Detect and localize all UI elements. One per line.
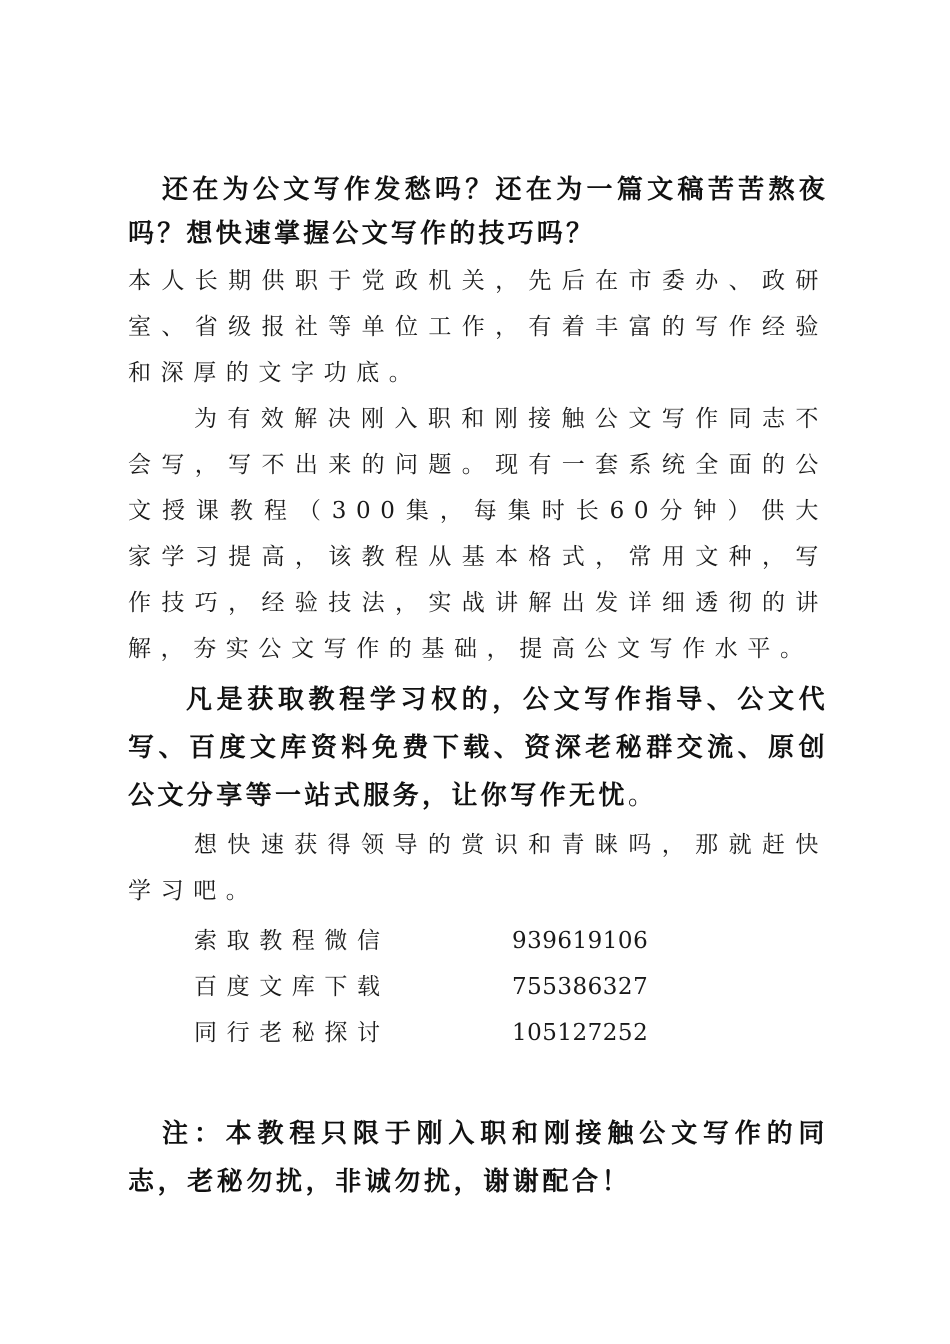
- contact-label: 索取教程微信: [194, 928, 390, 954]
- contact-row: [194, 964, 828, 1010]
- services-offer-text: 凡是获取教程学习权的，公文写作指导、公文代写、百度文库资料免费下载、资深老秘群交流、原创公文分享等一站式服务，让你写作无忧: [128, 685, 828, 811]
- contact-label: 同行老秘探讨: [194, 1020, 390, 1046]
- services-offer-tail: 。: [627, 781, 658, 811]
- course-description: 为有效解决刚入职和刚接触公文写作同志不会写，写不出来的问题。现有一套系统全面的公文授课教程（300集，每集时长60分钟）供大家学习提高，该教程从基本格式，常用文种，写作技巧，经验技法，实战讲解出发详细透彻的讲解，夯实公文写作的基础，提高公文写作水平。: [128, 406, 828, 662]
- services-offer: [128, 676, 828, 820]
- contact-value: 939619106: [512, 928, 649, 954]
- author-intro: 本人长期供职于党政机关，先后在市委办、政研室、省级报社等单位工作，有着丰富的写作经验和深厚的文字功底。: [128, 268, 828, 386]
- contact-value: 755386327: [512, 974, 649, 1000]
- document-page: [128, 168, 828, 1206]
- contact-row: [194, 1010, 828, 1056]
- disclaimer-note: 注：本教程只限于刚入职和刚接触公文写作的同志，老秘勿扰，非诚勿扰，谢谢配合！: [128, 1119, 828, 1197]
- call-to-action: 想快速获得领导的赏识和青睐吗，那就赶快学习吧。: [128, 832, 828, 904]
- contact-row: [194, 918, 828, 964]
- hero-question: 还在为公文写作发愁吗？还在为一篇文稿苦苦熬夜吗？想快速掌握公文写作的技巧吗？: [128, 175, 828, 249]
- contact-value: 105127252: [512, 1020, 649, 1046]
- contact-list: [194, 918, 828, 1056]
- contact-label: 百度文库下载: [194, 974, 390, 1000]
